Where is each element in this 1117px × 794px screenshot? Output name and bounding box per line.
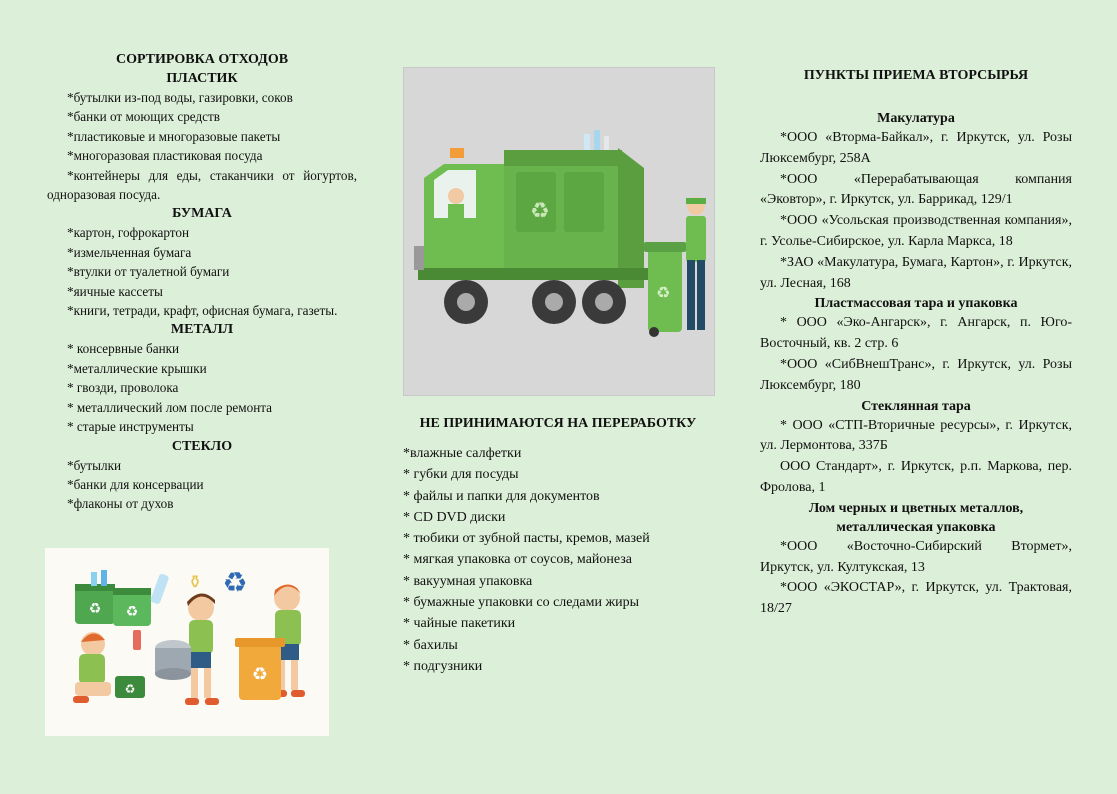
list-item: *многоразовая пластиковая посуда (67, 148, 263, 164)
list-item: *бутылки (67, 457, 122, 473)
list-item: *пластиковые и многоразовые пакеты (67, 128, 281, 144)
list-item: *банки для консервации (67, 476, 204, 492)
svg-text:♻: ♻ (222, 566, 248, 599)
list-item: *бутылки из-под воды, газировки, соков (67, 90, 293, 105)
list-item: *банки от моющих средств (67, 109, 221, 125)
list-item: *ООО «Восточно-Сибирский Втормет», Иркутск, ул. Култукская, 13 (760, 538, 1072, 575)
svg-text:♻: ♻ (124, 682, 136, 696)
kids-recycling-illustration (45, 548, 329, 736)
list-item: * ООО «СТП-Вторичные ресурсы», г. Иркутск, ул. Лермонтова, 337Б (760, 417, 1072, 454)
list-item: * вакуумная упаковка (403, 573, 533, 589)
sorting-column (47, 50, 357, 514)
list-item: * чайные пакетики (403, 616, 516, 632)
list-item: * мягкая упаковка от соусов, майонеза (403, 552, 633, 568)
list-item: *металлические крышки (67, 360, 207, 376)
list-item: *книги, тетради, крафт, офисная бумага, газеты. (67, 303, 338, 319)
list-item: * бахилы (403, 637, 458, 653)
list-item: *яичные кассеты (67, 283, 163, 299)
not-accepted-column (403, 67, 713, 677)
list-item: * подгузники (403, 658, 483, 674)
list-item: * файлы и папки для документов (403, 488, 600, 504)
garbage-truck-image (404, 68, 714, 395)
list-item: * бумажные упаковки со следами жиры (403, 595, 640, 611)
list-item: *ООО «Усольская производственная компания», г. Усолье-Сибирское, ул. Карла Маркса, 18 (760, 213, 1072, 249)
svg-text:♻: ♻ (530, 199, 550, 224)
list-item: *втулки от туалетной бумаги (67, 264, 230, 280)
list-item: *картон, гофрокартон (67, 225, 190, 241)
list-item: *ООО «ЭКОСТАР», г. Иркутск, ул. Трактовая, 18/27 (760, 580, 1072, 617)
garbage-truck-illustration (403, 67, 715, 396)
paper-points-heading: Макулатура (877, 111, 955, 126)
metal-points-heading: Лом черных и цветных металлов, металлическая упаковка (808, 500, 1024, 535)
list-item: *ООО «СибВнешТранс», г. Иркутск, ул. Розы Люксембург, 180 (760, 356, 1072, 393)
glass-points-heading: Стеклянная тара (861, 398, 971, 414)
kids-recycling-image (45, 548, 329, 736)
plastic-points-heading: Пластмассовая тара и упаковка (814, 296, 1018, 312)
list-item: * гвозди, проволока (67, 380, 179, 396)
list-item: *ООО «Вторма-Байкал», г. Иркутск, ул. Розы Люксембург, 258А (760, 130, 1072, 166)
list-item: *ООО «Перерабатывающая компания «Эковтор», г. Иркутск, ул. Баррикад, 129/1 (760, 171, 1072, 208)
svg-text:♻: ♻ (125, 604, 139, 620)
list-item: *влажные салфетки (403, 446, 522, 461)
list-item: * консервные банки (67, 341, 180, 357)
svg-text:♻: ♻ (251, 664, 269, 685)
list-item: * тюбики от зубной пасты, кремов, мазей (403, 531, 650, 547)
svg-text:♻: ♻ (656, 283, 671, 302)
glass-heading: СТЕКЛО (171, 438, 233, 454)
sorting-title: СОРТИРОВКА ОТХОДОВ (115, 52, 289, 67)
list-item: * старые инструменты (67, 419, 194, 435)
plastic-heading: ПЛАСТИК (166, 71, 238, 86)
collection-points-title: ПУНКТЫ ПРИЕМА ВТОРСЫРЬЯ (803, 68, 1029, 83)
list-item: * губки для посуды (403, 467, 519, 483)
not-accepted-heading: НЕ ПРИНИМАЮТСЯ НА ПЕРЕРАБОТКУ (419, 416, 697, 431)
list-item: * ООО «Эко-Ангарск», г. Ангарск, п. Юго-Восточный, кв. 2 стр. 6 (760, 315, 1072, 352)
svg-text:⚱: ⚱ (187, 572, 203, 593)
list-item: * CD DVD диски (403, 509, 506, 525)
paper-heading: БУМАГА (172, 206, 232, 222)
svg-text:♻: ♻ (88, 601, 102, 617)
list-item: *ЗАО «Макулатура, Бумага, Картон», г. Иркутск, ул. Лесная, 168 (760, 254, 1072, 291)
list-item: *измельченная бумага (67, 244, 192, 260)
list-item: ООО Стандарт», г. Иркутск, р.п. Маркова, пер. Фролова, 1 (760, 459, 1072, 495)
collection-points-column (760, 66, 1072, 620)
list-item: * металлический лом после ремонта (67, 399, 273, 415)
metal-heading: МЕТАЛЛ (170, 322, 234, 338)
not-accepted-list (403, 443, 713, 677)
list-item: *контейнеры для еды, стаканчики от йогуртов, одноразовая посуда. (47, 167, 357, 203)
list-item: *флаконы от духов (67, 496, 174, 512)
